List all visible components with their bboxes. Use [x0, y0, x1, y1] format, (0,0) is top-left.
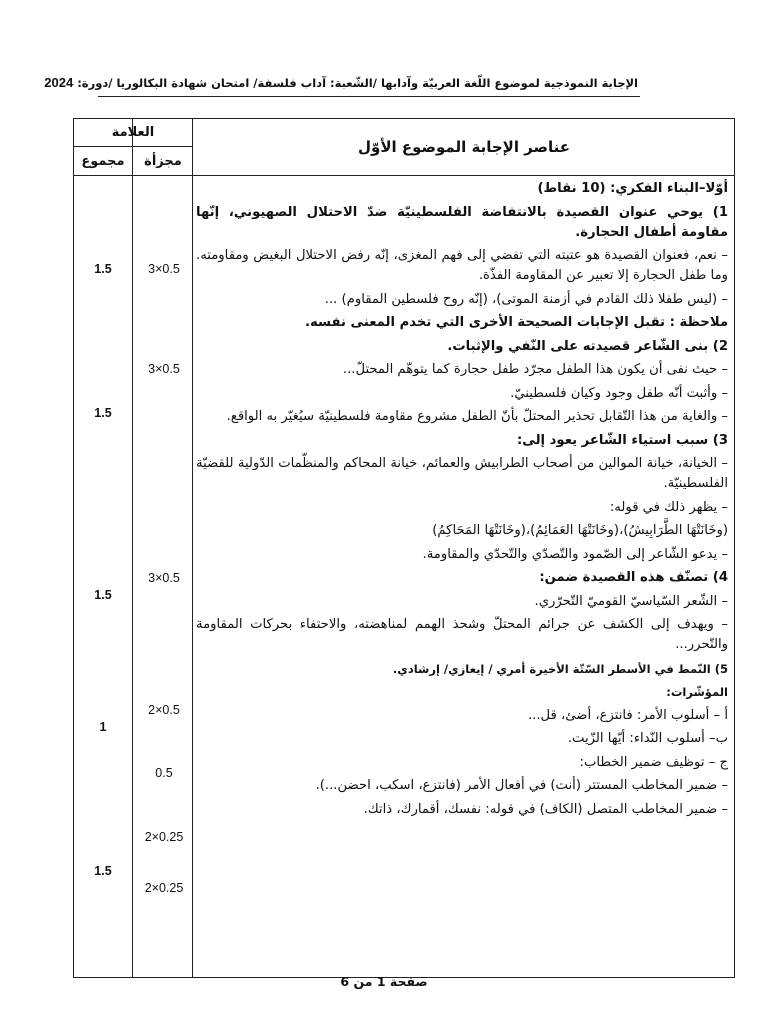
column-header-grade: العلامة [111, 125, 155, 140]
header-year: 2024 [44, 75, 74, 90]
column-divider-total [132, 119, 133, 977]
q4-total-mark: 1 [99, 720, 107, 734]
q5-partial-mark-b: 2×0.25 [144, 881, 184, 895]
note: ملاحظة : تقبل الإجابات الصحيحة الأخرى التي تخدم المعنى نفسه. [305, 315, 728, 330]
answer-line: – وأثبت أنّه طفل وجود وكيان فلسطينيّ. [510, 385, 728, 401]
answer-table [73, 118, 735, 978]
quote-line: (وخَانَتْهَا الطَّرَابِيشُ)،(وخَانَتْهَا العَمَائِمُ)،(وخَانَتْهَا المَحَاكِمُ) [432, 523, 728, 538]
answer-line: – الشّعر السّياسيّ القوميّ التّحرّري. [534, 593, 728, 609]
answer-line: – يدعو الشّاعر إلى الصّمود والتّصدّي والتّحدّي والمقاومة. [422, 546, 728, 562]
column-divider-main [192, 119, 193, 977]
answer-line: – ويهدف إلى الكشف عن جرائم المحتلّ وشحذ الهمم لمناهضته، والاحتفاء بحركات المقاومة والتّحرر... [196, 617, 728, 652]
q4-partial-mark-b: 0.5 [155, 766, 173, 780]
header-row-divider [74, 175, 734, 176]
answer-line: – يظهر ذلك في قوله: [609, 499, 728, 515]
q3-partial-mark: 3×0.5 [148, 571, 180, 585]
q2-total-mark: 1.5 [94, 406, 112, 420]
answer-line: ب– أسلوب النّداء: أيّها الزّيت. [567, 731, 728, 746]
column-header-partial: مجزأة [144, 154, 182, 169]
question-2: 2) بنى الشّاعر قصيدته على النّفي والإثبات. [447, 338, 728, 354]
header-divider [98, 96, 640, 97]
section-title: أوّلا–البناء الفكري: (10 نقاط) [537, 181, 728, 196]
answer-content [196, 179, 728, 823]
answer-line: – الخيانة، خيانة الموالين من أصحاب الطرابيش والعمائم، خيانة المحاكم والمنظّمات الدّولية للقضيّة الفلسطينيّة. [196, 456, 728, 491]
answer-line: – ضمير المخاطب المستتر (أنت) في أفعال الأمر (فانتزع، اسكب، احضن...). [315, 778, 728, 793]
q1-partial-mark: 3×0.5 [148, 262, 180, 276]
indicators-label: المؤشّرات: [666, 685, 728, 699]
answer-line: – (ليس طفلا ذلك القادم في أزمنة الموتى)، (إنّه روح فلسطين المقاوم) ... [324, 291, 728, 307]
answer-line: – ضمير المخاطب المتصل (الكاف) في قوله: نفسك، أقمارك، ذاتك. [363, 801, 728, 817]
question-3: 3) سبب استياء الشّاعر يعود إلى: [516, 432, 728, 448]
q2-partial-mark: 3×0.5 [148, 362, 180, 376]
q5-total-mark: 1.5 [94, 864, 112, 878]
question-4: 4) تصنّف هذه القصيدة ضمن: [539, 570, 728, 585]
answer-line: – نعم، فعنوان القصيدة هو عتبته التي تفضي إلى فهم المغزى، إنّه رفض الاحتلال البغيض ومقاومته. وما طفل الحجارة إلا تعبير عن المقاومة الفذّة. [196, 248, 728, 283]
page-number: صفحة 1 من 6 [340, 974, 428, 989]
column-header-answer-elements: عناصر الإجابة الموضوع الأوّل [358, 138, 571, 156]
question-1: 1) يوحي عنوان القصيدة بالانتفاضة الفلسطينيّة ضدّ الاحتلال الصهيوني، إنّها مقاومة أطفال الحجارة. [196, 204, 728, 240]
q5-partial-mark-a: 2×0.25 [144, 830, 184, 844]
q1-total-mark: 1.5 [94, 262, 112, 276]
page-header [44, 74, 638, 96]
answer-line: – حيث نفى أن يكون هذا الطفل مجرّد طفل حجارة كما يتوهّم المحتلّ... [342, 362, 728, 377]
column-header-total: مجموع [81, 154, 125, 169]
answer-line: – والغاية من هذا التّقابل تحذير المحتلّ بأنّ الطفل مشروع مقاومة فلسطينيّة سيُغيّر به الواقع. [226, 409, 728, 424]
header-text: الإجابة النموذجية لموضوع اللّغة العربيّة وآدابها /الشّعبة: آداب فلسفة/ امتحان شهادة البكالوريا /دورة: [77, 76, 638, 90]
q3-total-mark: 1.5 [94, 588, 112, 602]
answer-line: ج – توظيف ضمير الخطاب: [579, 754, 728, 770]
answer-line: أ – أسلوب الأمر: فانتزع، أضئ، قل... [527, 707, 728, 723]
grade-header-divider [74, 146, 192, 147]
q4-partial-mark-a: 2×0.5 [148, 703, 180, 717]
question-5: 5) النّمط في الأسطر السّتّة الأخيرة أمري / إيعازي/ إرشادي. [392, 661, 728, 676]
